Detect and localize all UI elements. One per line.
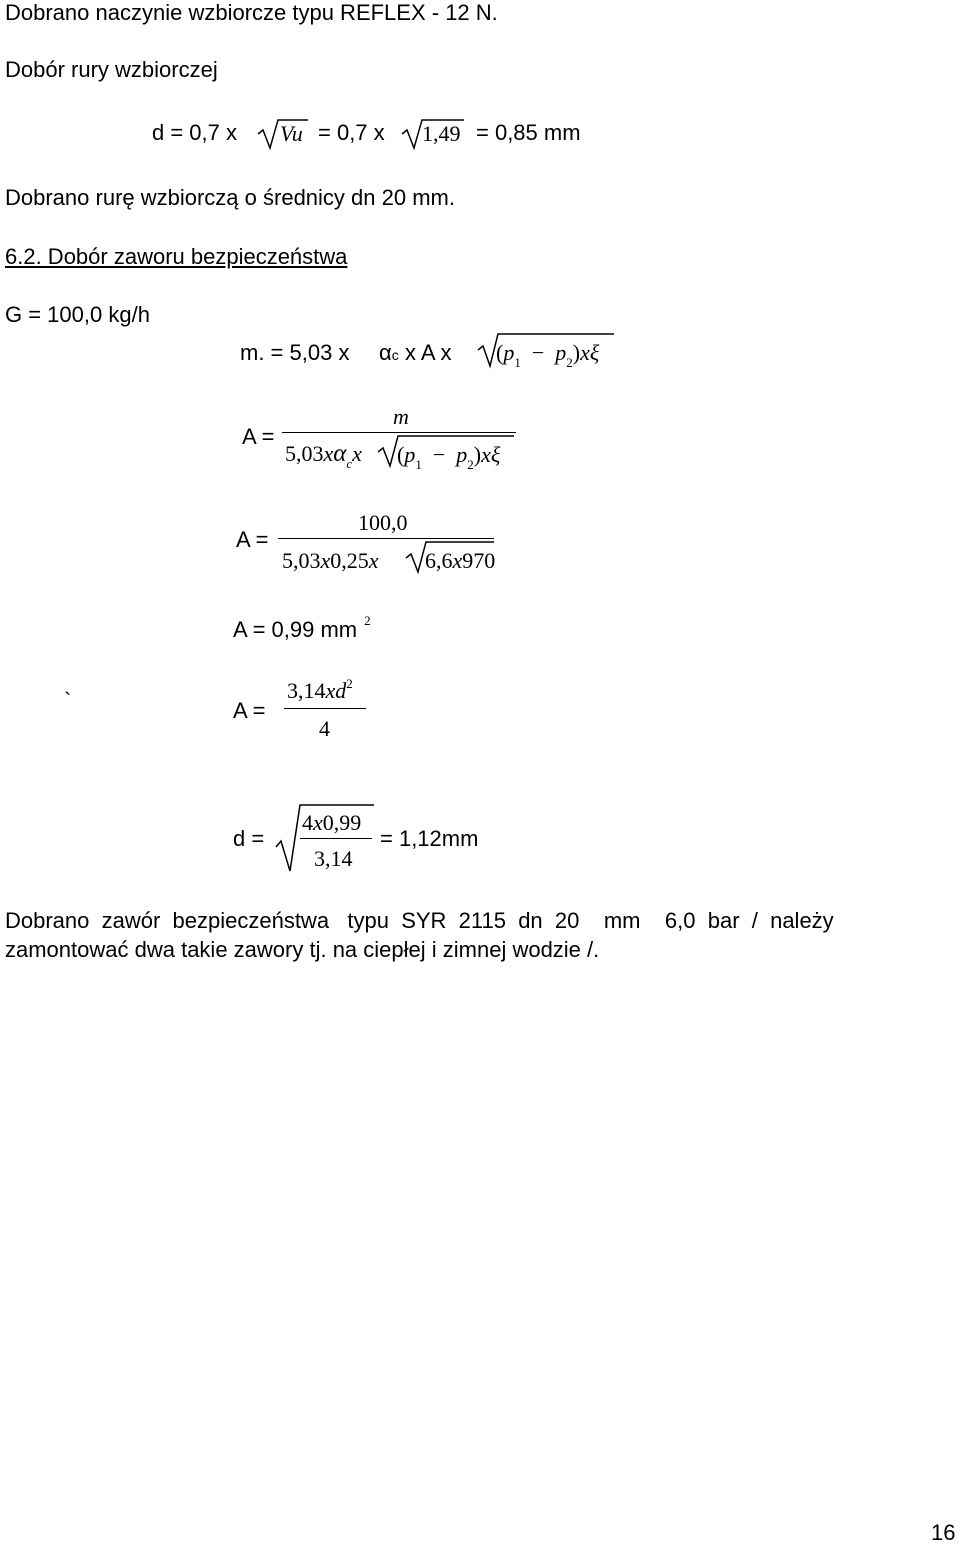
eq-d-rhs: = 0,85 mm <box>476 120 581 145</box>
eq-a2-lhs: A = <box>236 527 269 552</box>
eq-m-alpha: αc <box>379 340 399 365</box>
eq-a1-numerator: m <box>393 404 409 429</box>
pipe-result-text: Dobrano rurę wzbiorczą o średnicy dn 20 mm. <box>5 185 455 210</box>
eq-a1-lhs: A = <box>242 424 275 449</box>
fraction-bar <box>282 432 516 433</box>
eq-a4-numerator: $3,14xd^2$ <box>287 676 353 703</box>
eq-a4-lhs: A = <box>233 698 266 723</box>
eq-a1-denominator: $5,03x\alpha_cx$ <box>285 440 362 471</box>
fraction-bar <box>300 838 372 839</box>
eq-a4-denominator: 4 <box>319 716 330 741</box>
stray-mark: ` <box>64 688 72 713</box>
eq-m-lhs: m. = 5,03 x <box>240 340 350 365</box>
eq-m-mid: x A x <box>405 340 452 365</box>
eq-m-radicand: $(p_1 - p_2)x\xi$ <box>496 340 600 370</box>
conclusion-line-2: zamontować dwa takie zawory tj. na ciepłej i zimnej wodzie /. <box>5 937 600 962</box>
eq-d-lhs: d = 0,7 x <box>152 120 238 145</box>
eq-d2-rhs: = 1,12mm <box>380 826 479 851</box>
eq-d2-numerator: 4x0,99 <box>302 810 362 835</box>
eq-d2-lhs: d = <box>233 826 265 851</box>
vessel-selection-text: Dobrano naczynie wzbiorcze typu REFLEX - 12 N. <box>5 0 498 25</box>
flow-rate-text: G = 100,0 kg/h <box>5 302 150 327</box>
eq-d2-denominator: 3,14 <box>314 846 353 871</box>
page-number: 16 <box>931 1520 956 1545</box>
fraction-bar <box>284 708 366 709</box>
eq-d-mid: = 0,7 x <box>318 120 385 145</box>
pipe-heading: Dobór rury wzbiorczej <box>5 57 218 82</box>
eq-a2-denominator: 5,03x0,25x <box>282 548 379 573</box>
valve-section-heading: 6.2. Dobór zaworu bezpieczeństwa <box>5 244 348 269</box>
eq-a2-numerator: 100,0 <box>358 510 408 535</box>
conclusion-line-1: Dobrano zawór bezpieczeństwa typu SYR 2115 dn 20 mm 6,0 bar / należy <box>5 908 834 933</box>
eq-a2-radicand: 6,6x970 <box>425 548 496 573</box>
area-result: A = 0,99 mm $^2$ <box>233 613 371 642</box>
eq-d-radicand-vu: Vu <box>280 121 303 146</box>
eq-d-radicand-value: 1,49 <box>422 121 461 146</box>
fraction-bar <box>278 538 494 539</box>
eq-a1-radicand: $(p_1 - p_2)x\xi$ <box>397 442 501 472</box>
